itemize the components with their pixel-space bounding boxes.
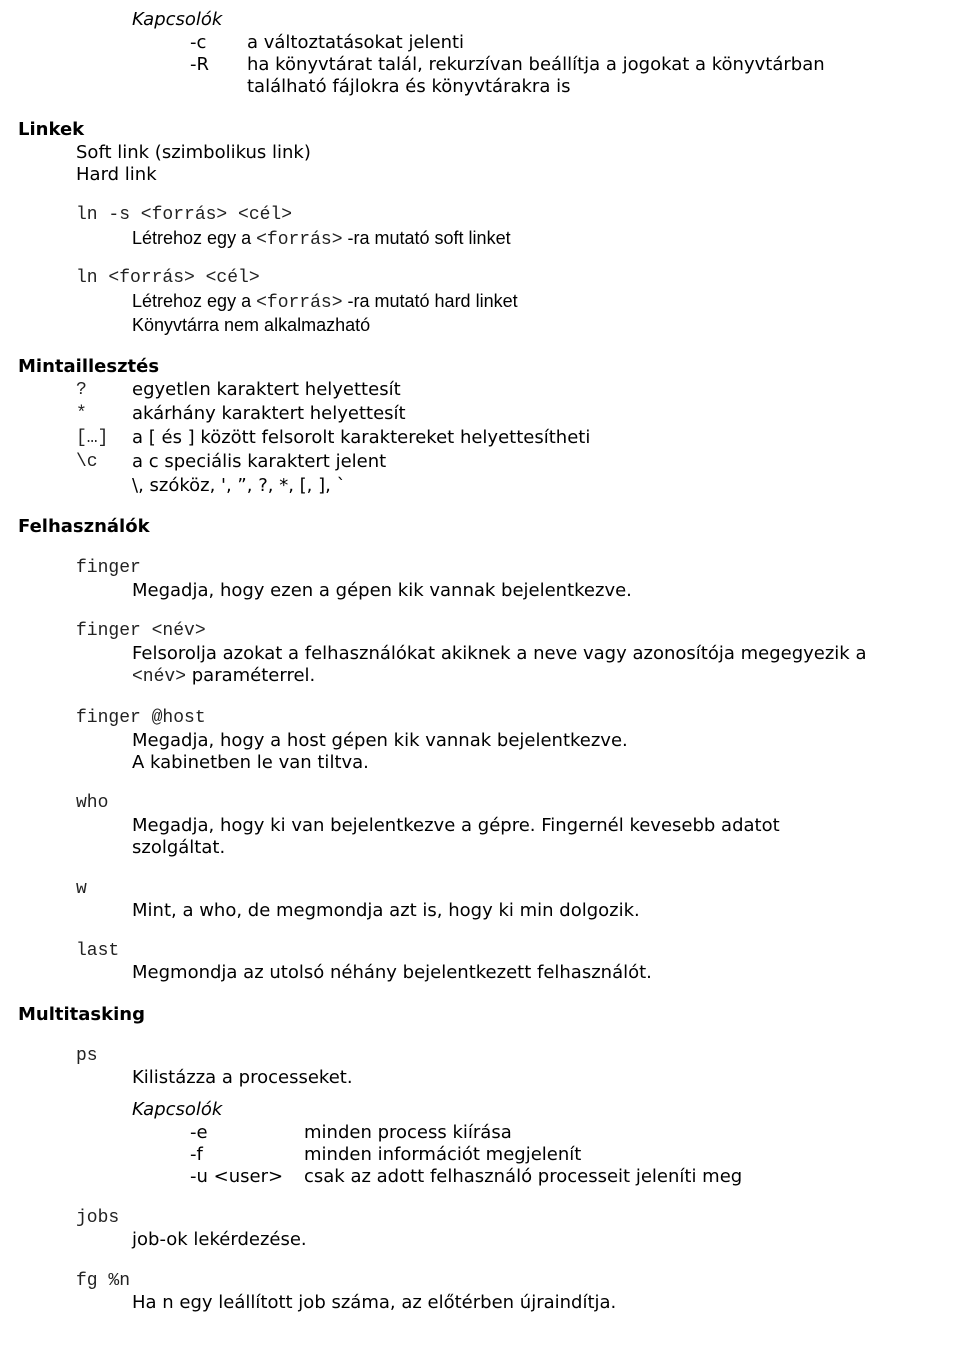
chmod-r-flag: -R [190, 54, 210, 75]
last-command: last [76, 941, 120, 961]
ps-command: ps [76, 1046, 98, 1066]
chmod-r-desc-1: ha könyvtárat talál, rekurzívan beállítja a jogokat a könyvtárban [247, 54, 825, 75]
linkek-hard: Hard link [76, 164, 157, 185]
ps-e-flag: -e [190, 1122, 208, 1143]
who-desc-1: Megadja, hogy ki van bejelentkezve a gépre. Fingernél kevesebb adatot [132, 815, 780, 836]
minta-desc-question: egyetlen karaktert helyettesít [132, 379, 401, 400]
finger-host-command: finger @host [76, 708, 206, 728]
minta-sym-question: ? [76, 380, 87, 400]
minta-sym-brackets: […] [76, 428, 109, 448]
ps-u-desc: csak az adott felhasználó processeit jeleníti meg [304, 1166, 743, 1187]
finger-host-desc-2: A kabinetben le van tiltva. [132, 752, 369, 773]
minta-sym-star: * [76, 404, 87, 424]
finger-nev-command: finger <név> [76, 621, 206, 641]
minta-sym-escape: \c [76, 452, 98, 472]
ps-f-desc: minden információt megjelenít [304, 1144, 582, 1165]
ln-note: Könyvtárra nem alkalmazható [132, 315, 371, 335]
w-command: w [76, 879, 87, 899]
finger-command: finger [76, 558, 141, 578]
ps-desc: Kilistázza a processeket. [132, 1067, 353, 1088]
chmod-c-flag: -c [190, 32, 207, 53]
linkek-soft: Soft link (szimbolikus link) [76, 142, 311, 163]
who-desc-2: szolgáltat. [132, 837, 226, 858]
who-command: who [76, 793, 109, 813]
ln-command: ln <forrás> <cél> [76, 268, 260, 288]
minta-desc-star: akárhány karaktert helyettesít [132, 403, 406, 424]
jobs-desc: job-ok lekérdezése. [132, 1229, 307, 1250]
felhasznalok-heading: Felhasználók [18, 516, 150, 537]
linkek-heading: Linkek [18, 119, 85, 140]
ps-u-flag: -u <user> [190, 1166, 284, 1187]
w-desc: Mint, a who, de megmondja azt is, hogy ki min dolgozik. [132, 900, 640, 921]
last-desc: Megmondja az utolsó néhány bejelentkezett felhasználót. [132, 962, 652, 983]
ps-kapcsolok-heading: Kapcsolók [132, 1099, 223, 1120]
chmod-kapcsolok-heading: Kapcsolók [132, 9, 223, 30]
jobs-command: jobs [76, 1208, 120, 1228]
chmod-c-desc: a változtatásokat jelenti [247, 32, 465, 53]
chmod-r-desc-2: található fájlokra és könyvtárakra is [247, 76, 571, 97]
ln-desc: Létrehoz egy a <forrás> -ra mutató hard linket [132, 291, 518, 313]
fg-command: fg %n [76, 1271, 131, 1291]
fg-desc: Ha n egy leállított job száma, az előtérben újraindítja. [132, 1292, 617, 1313]
ps-e-desc: minden process kiírása [304, 1122, 512, 1143]
ps-f-flag: -f [190, 1144, 203, 1165]
finger-nev-desc-1: Felsorolja azokat a felhasználókat akiknek a neve vagy azonosítója megegyezik a [132, 643, 867, 664]
minta-desc-brackets: a [ és ] között felsorolt karaktereket helyettesítheti [132, 427, 591, 448]
minta-heading: Mintaillesztés [18, 356, 160, 377]
ln-s-desc: Létrehoz egy a <forrás> -ra mutató soft linket [132, 228, 511, 250]
ln-s-command: ln -s <forrás> <cél> [76, 205, 293, 225]
minta-special-chars: \, szóköz, ', ”, ?, *, [, ], ` [132, 475, 346, 496]
minta-desc-escape: a c speciális karaktert jelent [132, 451, 387, 472]
multitasking-heading: Multitasking [18, 1004, 145, 1025]
finger-host-desc-1: Megadja, hogy a host gépen kik vannak bejelentkezve. [132, 730, 628, 751]
finger-desc: Megadja, hogy ezen a gépen kik vannak bejelentkezve. [132, 580, 632, 601]
finger-nev-desc-2: <név> paraméterrel. [132, 665, 316, 687]
